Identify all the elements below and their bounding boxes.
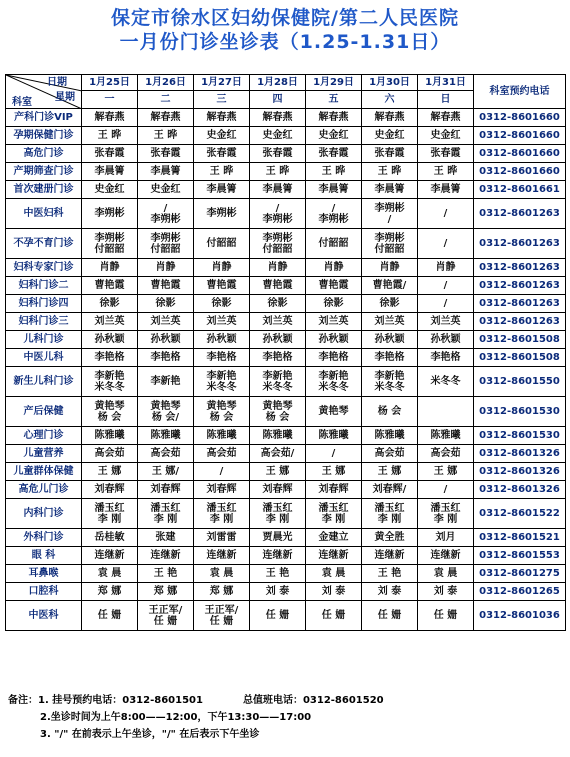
doctor-cell: 潘玉红 李 刚: [82, 499, 138, 529]
dept-name: 高危儿门诊: [6, 481, 82, 499]
dept-phone: 0312-8601508: [474, 331, 566, 349]
doctor-cell: 王正军/ 任 姗: [138, 601, 194, 631]
table-row: [6, 499, 566, 529]
table-row: [6, 163, 566, 181]
doctor-cell: 徐影: [194, 295, 250, 313]
weekday-header: 日: [418, 91, 474, 109]
doctor-cell: 任 姗: [362, 601, 418, 631]
doctor-cell: 孙秋颖: [250, 331, 306, 349]
doctor-cell: 陈雅曦: [306, 427, 362, 445]
dept-phone: 0312-8601553: [474, 547, 566, 565]
doctor-cell: 连继新: [418, 547, 474, 565]
doctor-cell: /: [418, 199, 474, 229]
doctor-cell: 袁 晨: [194, 565, 250, 583]
dept-phone: 0312-8601660: [474, 127, 566, 145]
corner-date-label: 日期: [47, 77, 67, 88]
table-row: [6, 427, 566, 445]
doctor-cell: 刘春辉: [306, 481, 362, 499]
doctor-cell: 刘春辉: [250, 481, 306, 499]
dept-phone: 0312-8601275: [474, 565, 566, 583]
doctor-cell: 徐影: [138, 295, 194, 313]
doctor-cell: /: [194, 463, 250, 481]
notes-section: [8, 692, 564, 743]
dept-name: 妇科门诊二: [6, 277, 82, 295]
doctor-cell: 任 姗: [82, 601, 138, 631]
doctor-cell: 徐影: [306, 295, 362, 313]
doctor-cell: 刘春辉: [82, 481, 138, 499]
table-row: [6, 229, 566, 259]
doctor-cell: 徐影: [362, 295, 418, 313]
dept-name: 妇科门诊三: [6, 313, 82, 331]
table-row: [6, 583, 566, 601]
doctor-cell: 张春霞: [362, 145, 418, 163]
doctor-cell: 曹艳霞: [82, 277, 138, 295]
doctor-cell: 岳桂敏: [82, 529, 138, 547]
doctor-cell: 李朔彬 付韶韶: [138, 229, 194, 259]
doctor-cell: 郑 娜: [194, 583, 250, 601]
doctor-cell: 王 娜: [418, 463, 474, 481]
doctor-cell: 陈雅曦: [362, 427, 418, 445]
doctor-cell: 张春霞: [194, 145, 250, 163]
doctor-cell: 李艳格: [362, 349, 418, 367]
date-header: 1月31日: [418, 75, 474, 91]
doctor-cell: [418, 397, 474, 427]
doctor-cell: /: [418, 295, 474, 313]
duty-phone: 0312-8601520: [302, 695, 384, 706]
weekday-header: 六: [362, 91, 418, 109]
page-subtitle: 一月份门诊坐诊表（1.25-1.31日）: [119, 31, 451, 53]
table-row: [6, 199, 566, 229]
dept-name: 妇科门诊四: [6, 295, 82, 313]
note-line-3: 3. "/" 在前表示上午坐诊，"/" 在后表示下午坐诊: [40, 729, 260, 740]
dept-phone: 0312-8601660: [474, 109, 566, 127]
dept-phone: 0312-8601265: [474, 583, 566, 601]
doctor-cell: 高会茹: [138, 445, 194, 463]
dept-phone: 0312-8601521: [474, 529, 566, 547]
doctor-cell: 连继新: [82, 547, 138, 565]
dept-phone: 0312-8601550: [474, 367, 566, 397]
registration-phone: 0312-8601501: [122, 695, 203, 706]
dept-phone: 0312-8601530: [474, 427, 566, 445]
doctor-cell: 肖静: [250, 259, 306, 277]
dept-name: 不孕不育门诊: [6, 229, 82, 259]
doctor-cell: 米冬冬: [418, 367, 474, 397]
doctor-cell: 李晨箐: [362, 181, 418, 199]
dept-name: 口腔科: [6, 583, 82, 601]
corner-header-cell: [6, 75, 82, 109]
table-row: [6, 445, 566, 463]
doctor-cell: 李朔彬 付韶韶: [82, 229, 138, 259]
doctor-cell: 李艳格: [194, 349, 250, 367]
doctor-cell: 李艳格: [418, 349, 474, 367]
doctor-cell: 连继新: [306, 547, 362, 565]
doctor-cell: 陈雅曦: [138, 427, 194, 445]
doctor-cell: 高会茹: [418, 445, 474, 463]
doctor-cell: 贾晨光: [250, 529, 306, 547]
dept-name: 产期筛查门诊: [6, 163, 82, 181]
doctor-cell: 高会茹: [82, 445, 138, 463]
doctor-cell: 陈雅曦: [194, 427, 250, 445]
dept-name: 中医科: [6, 601, 82, 631]
dept-name: 孕期保健门诊: [6, 127, 82, 145]
doctor-cell: 袁 晨: [82, 565, 138, 583]
dept-name: 眼 科: [6, 547, 82, 565]
doctor-cell: 王 艳: [138, 565, 194, 583]
doctor-cell: 潘玉红 李 刚: [418, 499, 474, 529]
dept-name: 中医儿科: [6, 349, 82, 367]
doctor-cell: 肖静: [82, 259, 138, 277]
doctor-cell: /: [418, 481, 474, 499]
doctor-cell: / 李朔彬: [250, 199, 306, 229]
doctor-cell: 李晨箐: [82, 163, 138, 181]
doctor-cell: 黄艳琴 杨 会: [82, 397, 138, 427]
doctor-cell: 连继新: [138, 547, 194, 565]
doctor-cell: 孙秋颖: [362, 331, 418, 349]
date-header: 1月26日: [138, 75, 194, 91]
doctor-cell: 曹艳霞: [194, 277, 250, 295]
corner-dept-label: 科室: [12, 97, 32, 108]
doctor-cell: 刘兰英: [82, 313, 138, 331]
doctor-cell: 王 晔: [138, 127, 194, 145]
doctor-cell: 陈雅曦: [82, 427, 138, 445]
doctor-cell: 任 姗: [418, 601, 474, 631]
doctor-cell: 刘兰英: [250, 313, 306, 331]
doctor-cell: 张春霞: [306, 145, 362, 163]
dept-phone: 0312-8601263: [474, 295, 566, 313]
weekday-header: 五: [306, 91, 362, 109]
dept-phone: 0312-8601036: [474, 601, 566, 631]
doctor-cell: 李艳格: [250, 349, 306, 367]
doctor-cell: 王 晔: [250, 163, 306, 181]
doctor-cell: 任 姗: [306, 601, 362, 631]
table-row: [6, 367, 566, 397]
date-header: 1月28日: [250, 75, 306, 91]
doctor-cell: 王正军/ 任 姗: [194, 601, 250, 631]
doctor-cell: 王 晔: [306, 163, 362, 181]
doctor-cell: 史金红: [194, 127, 250, 145]
doctor-cell: 黄全胜: [362, 529, 418, 547]
table-row: [6, 145, 566, 163]
doctor-cell: 解春燕: [362, 109, 418, 127]
doctor-cell: 曹艳霞/: [362, 277, 418, 295]
table-row: [6, 601, 566, 631]
doctor-cell: 郑 娜: [138, 583, 194, 601]
page-title: 保定市徐水区妇幼保健院/第二人民医院: [111, 7, 459, 29]
doctor-cell: 肖静: [418, 259, 474, 277]
doctor-cell: 付韶韶: [194, 229, 250, 259]
dept-name: 产科门诊VIP: [6, 109, 82, 127]
dept-phone: 0312-8601508: [474, 349, 566, 367]
doctor-cell: /: [418, 277, 474, 295]
doctor-cell: / 李朔彬: [138, 199, 194, 229]
doctor-cell: 袁 晨: [418, 565, 474, 583]
doctor-cell: 刘兰英: [362, 313, 418, 331]
doctor-cell: 刘 泰: [362, 583, 418, 601]
date-header: 1月30日: [362, 75, 418, 91]
doctor-cell: 刘 泰: [418, 583, 474, 601]
doctor-cell: 李朔彬: [194, 199, 250, 229]
doctor-cell: 李艳格: [306, 349, 362, 367]
doctor-cell: 史金红: [82, 181, 138, 199]
doctor-cell: 连继新: [194, 547, 250, 565]
doctor-cell: 金建立: [306, 529, 362, 547]
doctor-cell: 解春燕: [82, 109, 138, 127]
doctor-cell: 陈雅曦: [250, 427, 306, 445]
doctor-cell: 李朔彬 /: [362, 199, 418, 229]
doctor-cell: 解春燕: [138, 109, 194, 127]
doctor-cell: 李晨箐: [418, 181, 474, 199]
dept-name: 首次建册门诊: [6, 181, 82, 199]
table-row: [6, 397, 566, 427]
date-header: 1月27日: [194, 75, 250, 91]
dept-name: 耳鼻喉: [6, 565, 82, 583]
dept-phone: 0312-8601660: [474, 145, 566, 163]
doctor-cell: 李晨箐: [306, 181, 362, 199]
dept-phone: 0312-8601326: [474, 445, 566, 463]
doctor-cell: 李艳格: [82, 349, 138, 367]
doctor-cell: 任 姗: [250, 601, 306, 631]
doctor-cell: 高会茹: [362, 445, 418, 463]
doctor-cell: 张春霞: [82, 145, 138, 163]
dept-phone: 0312-8601263: [474, 229, 566, 259]
doctor-cell: 解春燕: [418, 109, 474, 127]
doctor-cell: 李晨箐: [138, 163, 194, 181]
doctor-cell: 徐影: [82, 295, 138, 313]
doctor-cell: 李新艳 米冬冬: [82, 367, 138, 397]
note-line-2: 2.坐诊时间为上午8:00——12:00，下午13:30——17:00: [40, 712, 312, 723]
doctor-cell: 孙秋颖: [194, 331, 250, 349]
doctor-cell: 史金红: [250, 127, 306, 145]
doctor-cell: /: [306, 445, 362, 463]
notes-prefix: 备注：: [8, 695, 38, 706]
table-row: [6, 181, 566, 199]
doctor-cell: 刘春辉: [194, 481, 250, 499]
doctor-cell: 张春霞: [418, 145, 474, 163]
doctor-cell: 王 艳: [362, 565, 418, 583]
doctor-cell: 王 娜: [82, 463, 138, 481]
doctor-cell: 李朔彬 付韶韶: [362, 229, 418, 259]
doctor-cell: 李新艳 米冬冬: [306, 367, 362, 397]
doctor-cell: 刘 泰: [306, 583, 362, 601]
doctor-cell: 解春燕: [194, 109, 250, 127]
dept-name: 儿童营养: [6, 445, 82, 463]
doctor-cell: 王 娜/: [138, 463, 194, 481]
doctor-cell: 刘兰英: [418, 313, 474, 331]
doctor-cell: /: [418, 229, 474, 259]
doctor-cell: 王 晔: [362, 163, 418, 181]
doctor-cell: 杨 会: [362, 397, 418, 427]
doctor-cell: 史金红: [418, 127, 474, 145]
doctor-cell: 肖静: [306, 259, 362, 277]
note-1-label: 1. 挂号预约电话：: [38, 695, 123, 706]
doctor-cell: 刘月: [418, 529, 474, 547]
doctor-cell: 刘春辉: [138, 481, 194, 499]
doctor-cell: 潘玉红 李 刚: [306, 499, 362, 529]
doctor-cell: 孙秋颖: [306, 331, 362, 349]
date-header: 1月25日: [82, 75, 138, 91]
dept-phone: 0312-8601530: [474, 397, 566, 427]
schedule-table: [5, 74, 566, 631]
dept-phone: 0312-8601263: [474, 259, 566, 277]
weekday-header: 四: [250, 91, 306, 109]
doctor-cell: 史金红: [306, 127, 362, 145]
doctor-cell: 解春燕: [306, 109, 362, 127]
table-row: [6, 463, 566, 481]
doctor-cell: 李朔彬: [82, 199, 138, 229]
doctor-cell: 刘兰英: [194, 313, 250, 331]
corner-week-label: 星期: [55, 92, 75, 103]
doctor-cell: 王 晔: [82, 127, 138, 145]
doctor-cell: 孙秋颖: [82, 331, 138, 349]
doctor-cell: 张春霞: [250, 145, 306, 163]
doctor-cell: 黄艳琴: [306, 397, 362, 427]
table-row: [6, 277, 566, 295]
doctor-cell: 潘玉红 李 刚: [194, 499, 250, 529]
dept-name: 外科门诊: [6, 529, 82, 547]
table-row: [6, 349, 566, 367]
dept-name: 儿童群体保健: [6, 463, 82, 481]
doctor-cell: 曹艳霞: [306, 277, 362, 295]
doctor-cell: 付韶韶: [306, 229, 362, 259]
doctor-cell: 郑 娜: [82, 583, 138, 601]
doctor-cell: 王 娜: [250, 463, 306, 481]
doctor-cell: 刘兰英: [306, 313, 362, 331]
doctor-cell: 黄艳琴 杨 会: [250, 397, 306, 427]
table-row: [6, 529, 566, 547]
dept-name: 高危门诊: [6, 145, 82, 163]
doctor-cell: 连继新: [250, 547, 306, 565]
doctor-cell: 王 晔: [194, 163, 250, 181]
doctor-cell: 王 艳: [250, 565, 306, 583]
doctor-cell: 曹艳霞: [250, 277, 306, 295]
table-row: [6, 481, 566, 499]
doctor-cell: 李新艳: [138, 367, 194, 397]
dept-phone: 0312-8601326: [474, 481, 566, 499]
duty-phone-label: 总值班电话：: [242, 695, 303, 706]
doctor-cell: 孙秋颖: [138, 331, 194, 349]
phone-header: 科室预约电话: [474, 75, 566, 109]
doctor-cell: 李艳格: [138, 349, 194, 367]
doctor-cell: 李晨箐: [250, 181, 306, 199]
doctor-cell: 潘玉红 李 刚: [138, 499, 194, 529]
dept-phone: 0312-8601263: [474, 313, 566, 331]
dept-name: 产后保健: [6, 397, 82, 427]
table-row: [6, 313, 566, 331]
doctor-cell: 李新艳 米冬冬: [362, 367, 418, 397]
doctor-cell: 解春燕: [250, 109, 306, 127]
dept-name: 心理门诊: [6, 427, 82, 445]
doctor-cell: 王 娜: [306, 463, 362, 481]
header-date-row: [6, 75, 566, 91]
doctor-cell: 李晨箐: [194, 181, 250, 199]
doctor-cell: 张春霞: [138, 145, 194, 163]
doctor-cell: 潘玉红 李 刚: [250, 499, 306, 529]
doctor-cell: 李新艳 米冬冬: [250, 367, 306, 397]
doctor-cell: 连继新: [362, 547, 418, 565]
doctor-cell: 徐影: [250, 295, 306, 313]
dept-phone: 0312-8601661: [474, 181, 566, 199]
doctor-cell: 孙秋颖: [418, 331, 474, 349]
dept-name: 内科门诊: [6, 499, 82, 529]
dept-phone: 0312-8601522: [474, 499, 566, 529]
doctor-cell: 李朔彬 付韶韶: [250, 229, 306, 259]
doctor-cell: 史金红: [138, 181, 194, 199]
table-row: [6, 127, 566, 145]
table-row: [6, 565, 566, 583]
doctor-cell: 高会茹/: [250, 445, 306, 463]
weekday-header: 三: [194, 91, 250, 109]
table-row: [6, 259, 566, 277]
dept-name: 儿科门诊: [6, 331, 82, 349]
doctor-cell: 刘雷雷: [194, 529, 250, 547]
doctor-cell: 刘 泰: [250, 583, 306, 601]
doctor-cell: 曹艳霞: [138, 277, 194, 295]
table-row: [6, 109, 566, 127]
doctor-cell: 黄艳琴 杨 会/: [138, 397, 194, 427]
doctor-cell: 陈雅曦: [418, 427, 474, 445]
dept-phone: 0312-8601263: [474, 199, 566, 229]
doctor-cell: / 李朔彬: [306, 199, 362, 229]
doctor-cell: 王 娜: [362, 463, 418, 481]
dept-phone: 0312-8601263: [474, 277, 566, 295]
doctor-cell: 张建: [138, 529, 194, 547]
doctor-cell: 刘春辉/: [362, 481, 418, 499]
doctor-cell: 潘玉红 李 刚: [362, 499, 418, 529]
table-row: [6, 547, 566, 565]
doctor-cell: 黄艳琴 杨 会: [194, 397, 250, 427]
note-line-1: [8, 692, 564, 709]
dept-name: 妇科专家门诊: [6, 259, 82, 277]
date-header: 1月29日: [306, 75, 362, 91]
dept-phone: 0312-8601660: [474, 163, 566, 181]
doctor-cell: 刘兰英: [138, 313, 194, 331]
doctor-cell: 史金红: [362, 127, 418, 145]
doctor-cell: 肖静: [138, 259, 194, 277]
dept-phone: 0312-8601326: [474, 463, 566, 481]
doctor-cell: 高会茹: [194, 445, 250, 463]
weekday-header: 一: [82, 91, 138, 109]
weekday-header: 二: [138, 91, 194, 109]
doctor-cell: 李新艳 米冬冬: [194, 367, 250, 397]
doctor-cell: 肖静: [362, 259, 418, 277]
doctor-cell: 袁 晨: [306, 565, 362, 583]
table-row: [6, 331, 566, 349]
dept-name: 新生儿科门诊: [6, 367, 82, 397]
doctor-cell: 王 晔: [418, 163, 474, 181]
doctor-cell: 肖静: [194, 259, 250, 277]
table-row: [6, 295, 566, 313]
dept-name: 中医妇科: [6, 199, 82, 229]
